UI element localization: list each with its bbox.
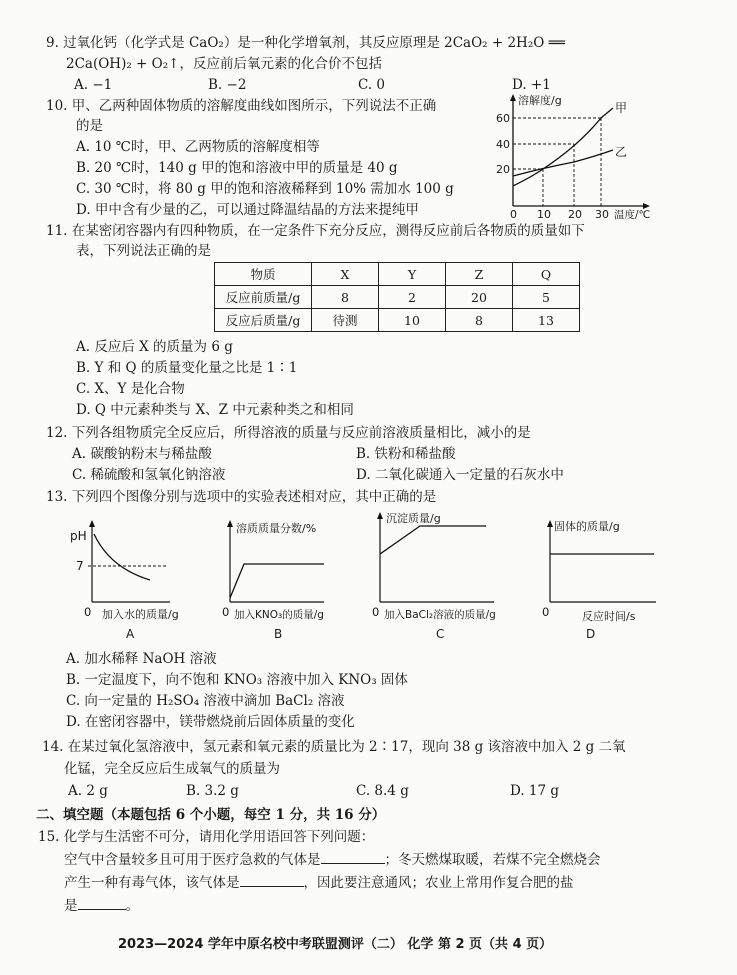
- graph-d-origin: 0: [542, 605, 550, 619]
- q12-option-c: C. 稀硫酸和氢氧化钠溶液: [72, 467, 226, 483]
- answer-blank-1[interactable]: [321, 851, 385, 864]
- q15-line4-text-a: 是: [64, 898, 78, 914]
- q10-option-b: B. 20 ℃时，140 g 甲的饱和溶液中甲的质量是 40 g: [76, 160, 398, 176]
- table-row: [215, 309, 580, 332]
- q15-line2-text-b: ；冬天燃煤取暖，若煤不完全燃烧会: [384, 852, 601, 868]
- graph-d-ylabel: 固体的质量/g: [554, 520, 620, 533]
- q15-line3-text-a: 产生一种有毒气体，该气体是: [64, 875, 240, 891]
- answer-blank-3[interactable]: [78, 897, 126, 910]
- table-cell: 反应前质量/g: [215, 286, 312, 309]
- graph-b: [212, 510, 362, 645]
- table-cell: 10: [379, 309, 446, 332]
- xtick-0: 0: [510, 208, 517, 220]
- chart-ylabel: 溶解度/g: [518, 94, 562, 107]
- solubility-chart: [488, 90, 668, 220]
- q13-option-b: B. 一定温度下，向不饱和 KNO₃ 溶液中加入 KNO₃ 固体: [66, 672, 408, 688]
- chart-xlabel: 温度/℃: [614, 209, 651, 220]
- xtick-20: 20: [568, 208, 582, 220]
- q11-line1: 11. 在某密闭容器内有四种物质，在一定条件下充分反应，测得反应前后各物质的质量如下: [46, 223, 585, 239]
- q10-option-a: A. 10 ℃时，甲、乙两物质的溶解度相等: [76, 139, 320, 155]
- table-cell: 20: [446, 286, 513, 309]
- table-cell: 待测: [312, 309, 379, 332]
- q9-option-d: D. +1: [512, 77, 551, 93]
- q12-line1: 12. 下列各组物质完全反应后，所得溶液的质量与反应前溶液质量相比，减小的是: [46, 425, 531, 441]
- q12-option-d: D. 二氧化碳通入一定量的石灰水中: [356, 467, 564, 483]
- q15-line2: [64, 851, 601, 869]
- graph-c-xlabel: 加入BaCl₂溶液的质量/g: [384, 609, 496, 621]
- q15-line4: [64, 897, 139, 915]
- graph-c: [364, 506, 524, 646]
- answer-blank-2[interactable]: [240, 874, 304, 887]
- graph-b-ylabel: 溶质质量分数/%: [236, 522, 317, 535]
- graph-a-xlabel: 加入水的质量/g: [102, 608, 179, 621]
- q13-line1: 13. 下列四个图像分别与选项中的实验表述相对应，其中正确的是: [46, 489, 437, 505]
- graph-a-curve: [94, 534, 150, 580]
- q9-option-b: B. −2: [208, 77, 247, 93]
- q12-option-b: B. 铁粉和稀盐酸: [356, 446, 456, 462]
- q14-option-b: B. 3.2 g: [186, 783, 239, 799]
- page-footer: 2023—2024 学年中原名校中考联盟测评（二） 化学 第 2 页（共 4 页）: [118, 937, 553, 952]
- q12-option-a: A. 碳酸钠粉末与稀盐酸: [72, 446, 212, 462]
- q9-line2: 2Ca(OH)₂ + O₂↑，反应前后氧元素的化合价不包括: [66, 56, 382, 72]
- q10-option-d: D. 甲中含有少量的乙，可以通过降温结晶的方法来提纯甲: [76, 202, 419, 218]
- table-row: [215, 286, 580, 309]
- graph-c-line: [380, 526, 486, 554]
- q14-line2: 化锰，完全反应后生成氧气的质量为: [64, 761, 280, 777]
- graph-c-ylabel: 沉淀质量/g: [386, 512, 441, 525]
- graph-c-letter: C: [436, 627, 445, 641]
- graph-d: [538, 510, 688, 645]
- mass-table: [214, 262, 580, 332]
- q15-line3-text-b: ，因此要注意通风；农业上常用作复合肥的盐: [303, 875, 574, 891]
- q10-line1: 10. 甲、乙两种固体物质的溶解度曲线如图所示，下列说法不正确: [46, 98, 437, 114]
- series-jia-label: 甲: [615, 101, 628, 115]
- q11-option-b: B. Y 和 Q 的质量变化量之比是 1∶1: [76, 360, 298, 376]
- table-cell: 2: [379, 286, 446, 309]
- q13-option-d: D. 在密闭容器中，镁带燃烧前后固体质量的变化: [66, 714, 355, 730]
- graph-b-xlabel: 加入KNO₃的质量/g: [234, 609, 324, 621]
- q15-line2-text-a: 空气中含量较多且可用于医疗急救的气体是: [64, 852, 321, 868]
- table-cell: Z: [446, 263, 513, 286]
- table-cell: 5: [513, 286, 580, 309]
- xtick-10: 10: [537, 208, 551, 220]
- q10-option-c: C. 30 ℃时，将 80 g 甲的饱和溶液稀释到 10% 需加水 100 g: [76, 181, 454, 197]
- xtick-30: 30: [595, 208, 609, 220]
- q13-option-a: A. 加水稀释 NaOH 溶液: [66, 651, 217, 667]
- table-cell: 13: [513, 309, 580, 332]
- series-yi-label: 乙: [615, 145, 628, 159]
- q14-option-a: A. 2 g: [68, 783, 108, 799]
- graph-a-origin: 0: [84, 605, 92, 619]
- q14-option-d: D. 17 g: [510, 783, 560, 799]
- q10-line2: 的是: [76, 118, 103, 134]
- graph-a-ytick: 7: [76, 559, 84, 573]
- ytick-60: 60: [496, 112, 510, 125]
- graph-d-letter: D: [586, 627, 596, 641]
- q14-line1: 14. 在某过氧化氢溶液中，氢元素和氧元素的质量比为 2∶17，现向 38 g 该溶液中加入 2 g 二氧: [42, 739, 626, 755]
- q14-option-c: C. 8.4 g: [356, 783, 409, 799]
- table-cell: X: [312, 263, 379, 286]
- table-cell: 物质: [215, 263, 312, 286]
- ytick-20: 20: [496, 163, 510, 176]
- table-header-row: [215, 263, 580, 286]
- q15-line1: 15. 化学与生活密不可分，请用化学用语回答下列问题：: [38, 829, 375, 845]
- q15-line3: [64, 874, 574, 892]
- graph-a-letter: A: [126, 627, 135, 641]
- graph-b-line: [230, 564, 324, 598]
- table-cell: 8: [446, 309, 513, 332]
- table-cell: 反应后质量/g: [215, 309, 312, 332]
- table-cell: 8: [312, 286, 379, 309]
- graph-a-ylabel: pH: [70, 529, 87, 543]
- q13-option-c: C. 向一定量的 H₂SO₄ 溶液中滴加 BaCl₂ 溶液: [66, 693, 345, 709]
- q11-line2: 表，下列说法正确的是: [76, 243, 211, 259]
- ytick-40: 40: [496, 138, 510, 151]
- q9-line1: 9. 过氧化钙（化学式是 CaO₂）是一种化学增氧剂，其反应原理是 2CaO₂ + 2H₂O ══: [46, 35, 565, 51]
- graph-b-origin: 0: [222, 605, 230, 619]
- table-cell: Q: [513, 263, 580, 286]
- graph-b-letter: B: [274, 627, 283, 641]
- table-cell: Y: [379, 263, 446, 286]
- q11-option-a: A. 反应后 X 的质量为 6 g: [76, 339, 233, 355]
- q11-option-d: D. Q 中元素种类与 X、Z 中元素种类之和相同: [76, 402, 354, 418]
- graph-d-xlabel: 反应时间/s: [582, 610, 636, 623]
- graph-a: [58, 510, 208, 645]
- graph-c-origin: 0: [372, 605, 380, 619]
- q11-option-c: C. X、Y 是化合物: [76, 381, 185, 397]
- section-heading: 二、填空题（本题包括 6 个小题，每空 1 分，共 16 分）: [36, 807, 386, 823]
- q15-line4-text-b: 。: [125, 898, 139, 914]
- curve-jia: [513, 108, 613, 186]
- q9-option-a: A. −1: [74, 77, 113, 93]
- q9-option-c: C. 0: [358, 77, 386, 93]
